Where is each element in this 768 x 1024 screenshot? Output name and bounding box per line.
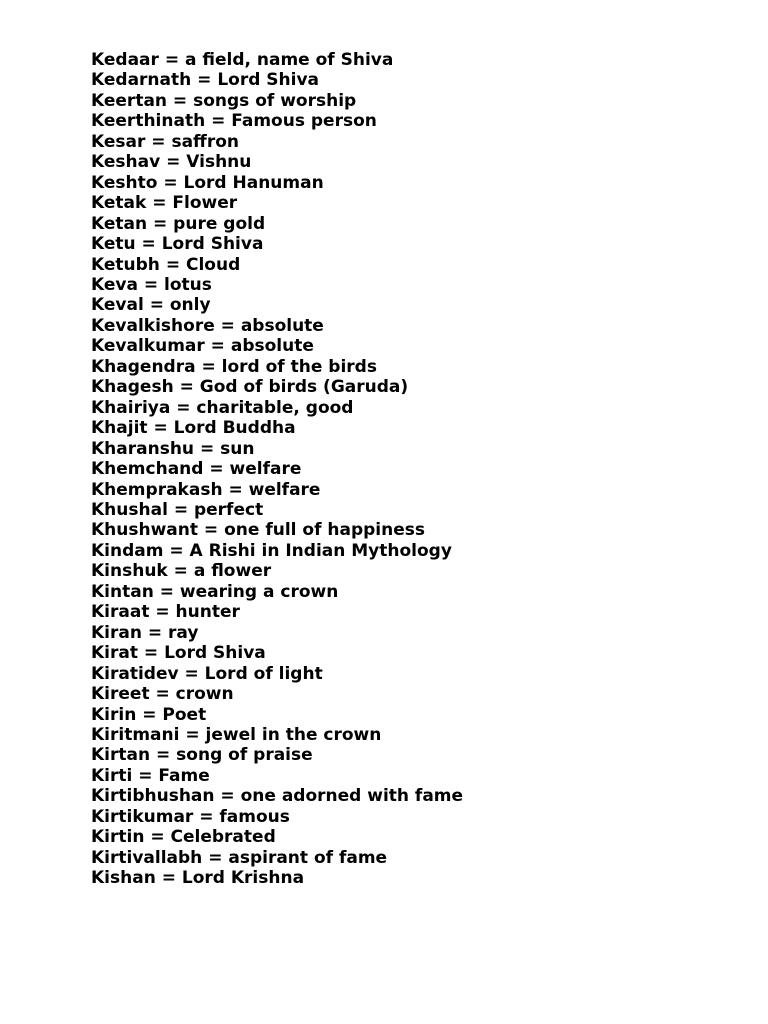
list-item: Khagesh = God of birds (Garuda) xyxy=(91,377,409,398)
list-item: Keva = lotus xyxy=(91,274,212,295)
list-item: Ketan = pure gold xyxy=(91,213,266,234)
list-item: Kedaar = a field, name of Shiva xyxy=(91,50,394,70)
list-item: Ketak = Flower xyxy=(91,193,238,214)
list-item: Kirtikumar = famous xyxy=(91,806,290,827)
list-item: Kiraat = hunter xyxy=(91,602,240,623)
list-item: Keertan = songs of worship xyxy=(91,90,357,111)
name-meaning-list xyxy=(91,50,731,889)
list-item: Ketubh = Cloud xyxy=(91,254,241,275)
list-item: Khushwant = one full of happiness xyxy=(91,520,425,541)
list-item: Kevalkumar = absolute xyxy=(91,336,314,357)
list-item: Kiratidev = Lord of light xyxy=(91,663,323,684)
list-item: Kirtan = song of praise xyxy=(91,745,313,766)
list-item: Kindam = A Rishi in Indian Mythology xyxy=(91,540,452,561)
list-item: Keval = only xyxy=(91,295,211,316)
list-item: Kirin = Poet xyxy=(91,704,207,725)
list-item: Kirat = Lord Shiva xyxy=(91,643,266,664)
list-item: Kiran = ray xyxy=(91,622,199,643)
list-item: Khushal = perfect xyxy=(91,499,264,520)
list-item: Kirtivallabh = aspirant of fame xyxy=(91,847,388,868)
list-item: Kirtin = Celebrated xyxy=(91,827,276,848)
list-item: Ketu = Lord Shiva xyxy=(91,234,264,255)
list-item: Khemprakash = welfare xyxy=(91,479,321,500)
list-item: Kevalkishore = absolute xyxy=(91,315,324,336)
list-item: Kishan = Lord Krishna xyxy=(91,868,305,889)
list-item: Khemchand = welfare xyxy=(91,459,302,480)
list-item: Keshto = Lord Hanuman xyxy=(91,172,324,193)
list-item: Khagendra = lord of the birds xyxy=(91,356,377,377)
list-item: Kharanshu = sun xyxy=(91,438,255,459)
list-item: Kedarnath = Lord Shiva xyxy=(91,70,320,91)
list-item: Kesar = saffron xyxy=(91,131,239,152)
list-item: Keerthinath = Famous person xyxy=(91,111,377,132)
list-item: Kinshuk = a flower xyxy=(91,561,272,582)
list-item: Kiritmani = jewel in the crown xyxy=(91,724,382,745)
list-item: Kintan = wearing a crown xyxy=(91,581,339,602)
list-item: Khairiya = charitable, good xyxy=(91,397,354,418)
list-item: Kirti = Fame xyxy=(91,765,210,786)
list-item: Kireet = crown xyxy=(91,684,234,705)
list-item: Khajit = Lord Buddha xyxy=(91,418,296,439)
list-item: Kirtibhushan = one adorned with fame xyxy=(91,786,464,807)
list-item: Keshav = Vishnu xyxy=(91,152,252,173)
